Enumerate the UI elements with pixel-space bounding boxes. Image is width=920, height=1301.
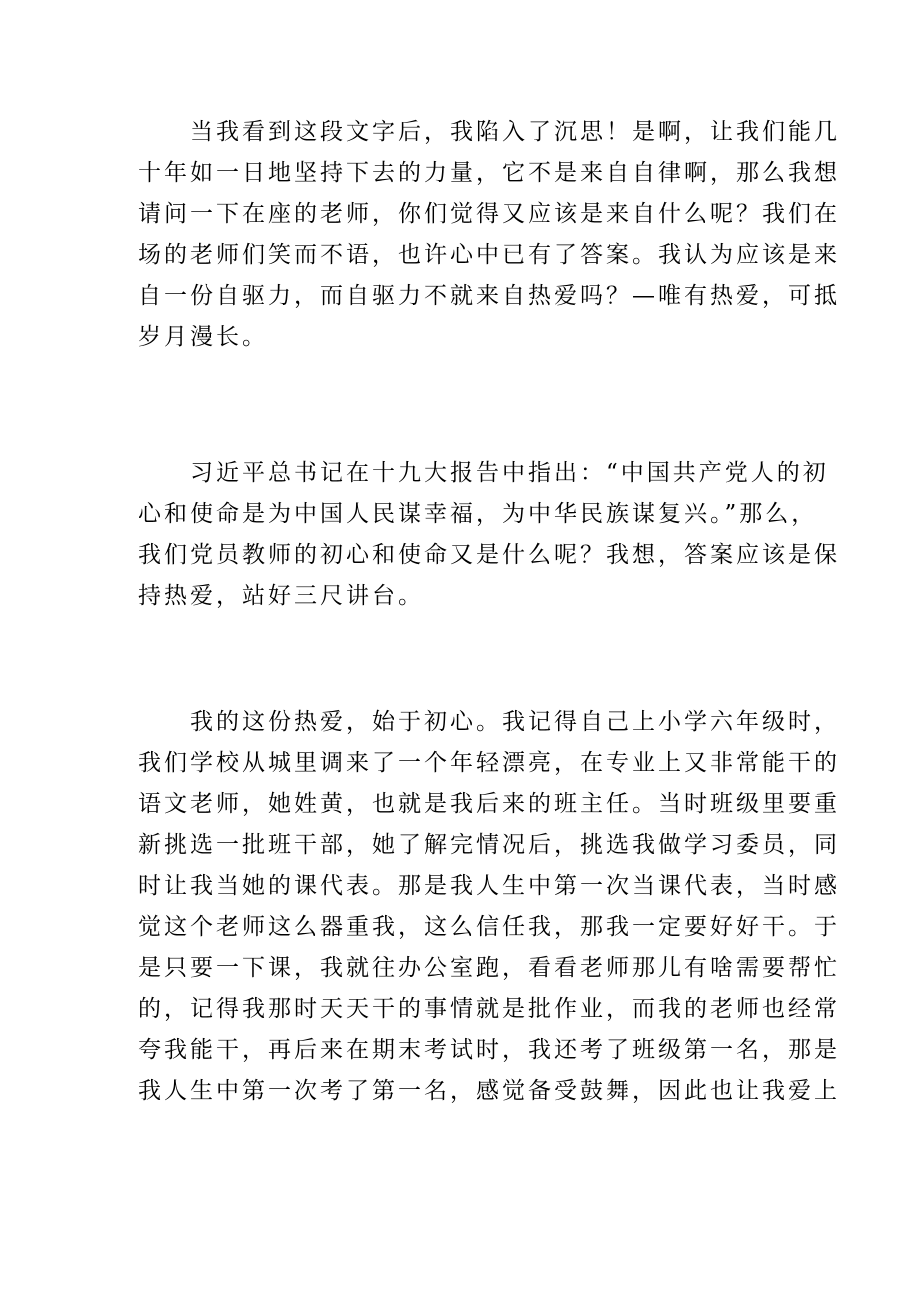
paragraph-line: 时让我当她的课代表。那是我人生中第一次当课代表，当时感 [138, 873, 840, 899]
paragraph-line: 觉这个老师这么器重我，这么信任我，那我一定要好好干。于 [138, 914, 840, 940]
paragraph-line: 持热爱，站好三尺讲台。 [138, 583, 424, 609]
paragraph-line: 新挑选一批班干部，她了解完情况后，挑选我做学习委员，同 [138, 832, 840, 858]
paragraph-line: 是只要一下课，我就往办公室跑，看看老师那儿有啥需要帮忙 [138, 955, 840, 981]
paragraph-line: 心和使命是为中国人民谋幸福，为中华民族谋复兴。”那么， [138, 501, 818, 527]
paragraph-line: 我们党员教师的初心和使命又是什么呢？我想，答案应该是保 [138, 542, 840, 568]
paragraph-line: 自一份自驱力，而自驱力不就来自热爱吗？—唯有热爱，可抵 [138, 283, 840, 309]
paragraph-line: 我的这份热爱，始于初心。我记得自己上小学六年级时， [190, 709, 840, 735]
paragraph-line: 十年如一日地坚持下去的力量，它不是来自自律啊，那么我想 [138, 160, 840, 186]
paragraph-line: 请问一下在座的老师，你们觉得又应该是来自什么呢？我们在 [138, 201, 840, 227]
paragraph-2 [138, 453, 840, 617]
paragraph-line: 场的老师们笑而不语，也许心中已有了答案。我认为应该是来 [138, 242, 840, 268]
paragraph-line: 我们学校从城里调来了一个年轻漂亮，在专业上又非常能干的 [138, 750, 840, 776]
paragraph-line: 语文老师，她姓黄，也就是我后来的班主任。当时班级里要重 [138, 791, 840, 817]
paragraph-1 [138, 112, 840, 358]
paragraph-3 [138, 702, 840, 1112]
paragraph-line: 习近平总书记在十九大报告中指出：“中国共产党人的初 [190, 460, 829, 486]
paragraph-line: 夸我能干，再后来在期末考试时，我还考了班级第一名，那是 [138, 1037, 840, 1063]
paragraph-line: 当我看到这段文字后，我陷入了沉思！是啊，让我们能几 [190, 119, 840, 145]
paragraph-line: 的，记得我那时天天干的事情就是批作业，而我的老师也经常 [138, 996, 840, 1022]
paragraph-line: 岁月漫长。 [138, 324, 268, 350]
paragraph-line: 我人生中第一次考了第一名，感觉备受鼓舞，因此也让我爱上 [138, 1078, 840, 1104]
